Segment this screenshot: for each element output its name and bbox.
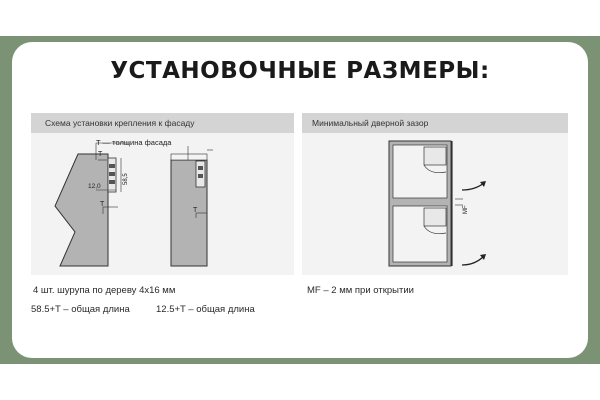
straight-facade-diagram <box>171 146 213 266</box>
angled-facade-diagram <box>55 138 172 266</box>
caption-length-left: 58.5+T – общая длина <box>31 304 130 315</box>
angled-facade-part <box>55 154 108 266</box>
t-mark-right: T <box>193 207 198 214</box>
caption-screws: 4 шт. шурупа по дереву 4х16 мм <box>33 285 176 296</box>
t-mark-top: T <box>98 151 103 158</box>
mf-label: MF <box>463 205 469 214</box>
upper-lift-mechanism <box>424 147 446 165</box>
dim-12-0: 12,0 <box>88 183 101 190</box>
t-mark-bottom: T <box>100 201 105 208</box>
lower-opening-arrow <box>462 256 484 265</box>
door-gap-diagram <box>389 141 486 266</box>
page-title: УСТАНОВОЧНЫЕ РАЗМЕРЫ: <box>110 58 490 84</box>
upper-opening-arrow <box>462 183 484 190</box>
caption-length-right: 12.5+T – общая длина <box>156 304 255 315</box>
caption-mf-note: MF – 2 мм при открытии <box>307 285 414 296</box>
t-thickness-label: T — толщина фасада <box>96 138 172 147</box>
dim-58-5: 58,5 <box>123 173 129 185</box>
lower-lift-mechanism <box>424 208 446 226</box>
left-panel-header: Схема установки крепления к фасаду <box>31 113 294 133</box>
right-panel-header: Минимальный дверной зазор <box>302 113 568 133</box>
